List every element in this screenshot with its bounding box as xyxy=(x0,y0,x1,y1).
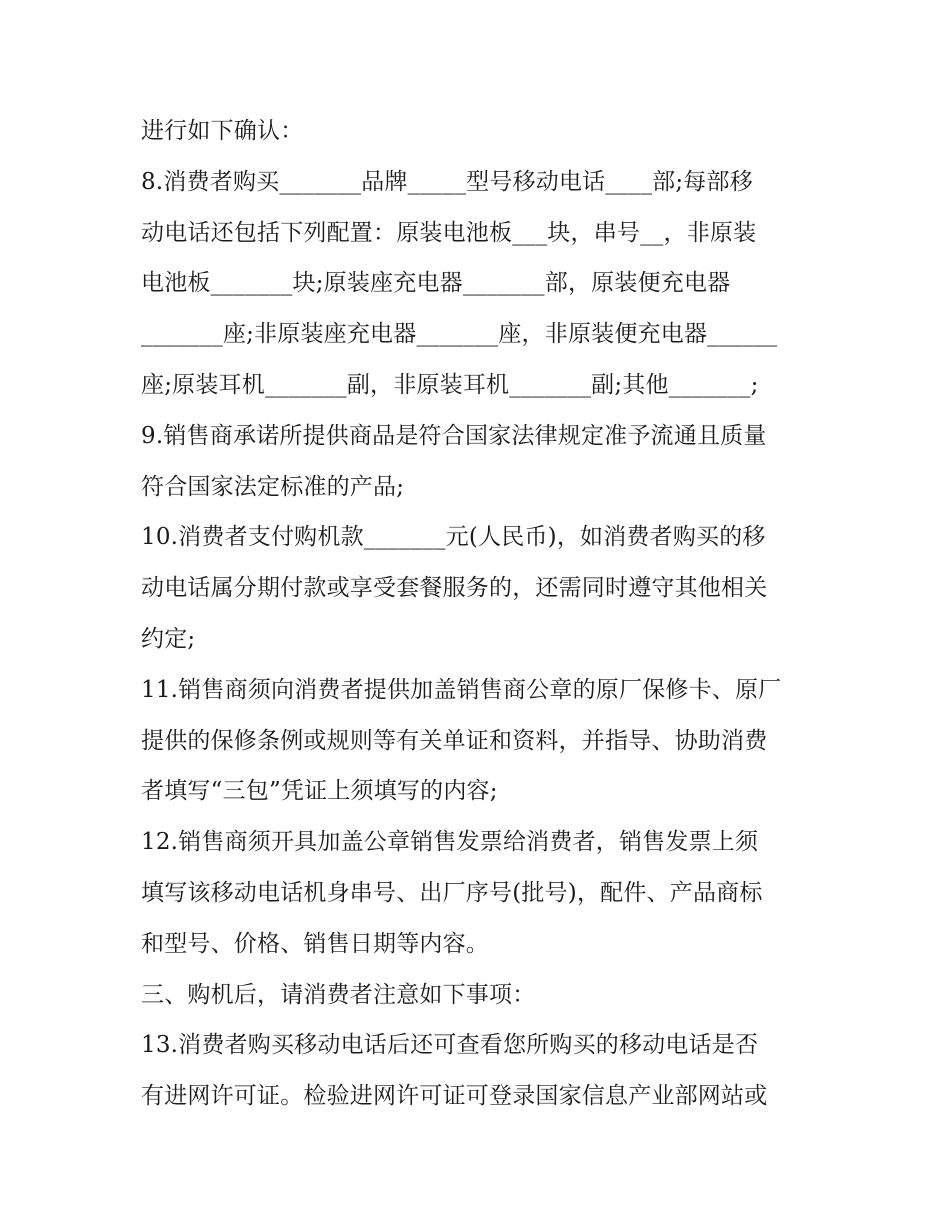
text-line: 动电话属分期付款或享受套餐服务的，还需同时遵守其他相关 xyxy=(141,575,768,602)
text-line: 座;原装耳机_______副，非原装耳机_______副;其他_______; xyxy=(141,371,759,398)
text-line: 符合国家法定标准的产品; xyxy=(141,473,405,500)
text-line: 约定; xyxy=(141,625,196,652)
text-line: 8.消费者购买_______品牌_____型号移动电话____部;每部移 xyxy=(141,168,753,195)
text-line: 有进网许可证。检验进网许可证可登录国家信息产业部网站或 xyxy=(141,1083,768,1110)
text-line: 填写该移动电话机身串号、出厂序号(批号)，配件、产品商标 xyxy=(141,879,763,906)
text-line: 9.销售商承诺所提供商品是符合国家法律规定准予流通且质量 xyxy=(141,422,767,449)
text-line: 10.消费者支付购机款_______元(人民币)，如消费者购买的移 xyxy=(141,524,766,551)
text-line: 进行如下确认： xyxy=(141,118,304,144)
text-line: 者填写“三包”凭证上须填写的内容; xyxy=(141,778,498,805)
document-body xyxy=(141,106,821,1122)
text-line: 提供的保修条例或规则等有关单证和资料，并指导、协助消费 xyxy=(141,727,768,754)
text-line: 和型号、价格、销售日期等内容。 xyxy=(141,930,489,957)
text-line: 13.消费者购买移动电话后还可查看您所购买的移动电话是否 xyxy=(141,1032,759,1059)
text-line: 11.销售商须向消费者提供加盖销售商公章的原厂保修卡、原厂 xyxy=(141,676,782,703)
text-line: 动电话还包括下列配置：原装电池板___块，串号__，非原装 xyxy=(141,219,757,246)
text-line: 12.销售商须开具加盖公章销售发票给消费者，销售发票上须 xyxy=(141,829,759,856)
text-line: 电池板_______块;原装座充电器_______部，原装便充电器 xyxy=(141,270,731,297)
text-line: 三、购机后，请消费者注意如下事项： xyxy=(141,981,536,1008)
text-line: _______座;非原装座充电器_______座，非原装便充电器______ xyxy=(141,321,778,348)
